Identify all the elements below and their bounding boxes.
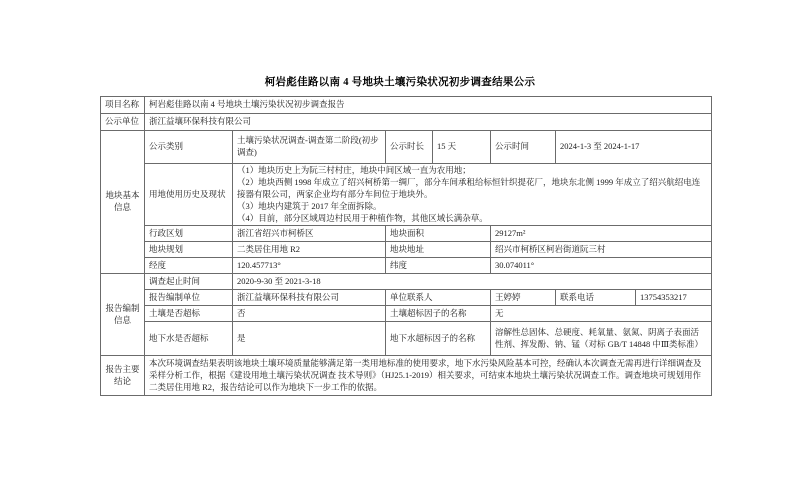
table-row-groundwater-exceed [101,322,712,356]
planning-label: 地块规划 [145,242,233,258]
table-row-soil-exceed [101,306,712,322]
phone-value: 13754353217 [636,290,712,306]
publicity-unit-value: 浙江益壤环保科技有限公司 [145,114,712,131]
table-row-land-history [101,164,712,226]
survey-info-table [100,96,712,396]
duration-label: 公示时长 [386,131,433,164]
admin-value: 浙江省绍兴市柯桥区 [233,226,386,242]
area-value: 29127m² [491,226,712,242]
publicity-unit-label: 公示单位 [101,114,145,131]
section-conclusion: 报告主要结论 [101,356,145,396]
table-row-project-name [101,97,712,114]
history-line-1: （1）地块历史上为阮三村村庄，地块中间区域一直为农用地； [237,165,471,175]
longitude-value: 120.457713° [233,258,386,274]
table-row-admin-area [101,226,712,242]
longitude-label: 经度 [145,258,233,274]
history-line-4: （4）目前，部分区域周边村民用于种植作物，其他区域长满杂草。 [237,212,488,223]
publicity-time-label: 公示时间 [491,131,556,164]
admin-label: 行政区划 [145,226,233,242]
section-report-info: 报告编制信息 [101,274,145,356]
publicity-type-label: 公示类别 [145,131,233,164]
survey-period-value: 2020-9-30 至 2021-3-18 [233,274,712,290]
publicity-time-value: 2024-1-3 至 2024-1-17 [556,131,712,164]
latitude-value: 30.074011° [491,258,712,274]
latitude-label: 纬度 [386,258,491,274]
conclusion-value: 本次环境调查结果表明该地块土壤环境质量能够满足第一类用地标准的使用要求，地下水污染风险基本可控，经确认本次调查无需再进行详细调查及采样分析工作，根据《建设用地土壤污染状况调查 技术导则》（HJ25.1-2019）相关要求，可结束本地块土壤污染状况调查工作。调查地块可规划用作二类居住用地 R2，报告结论可以作为地块下一步工作的依据。 [145,356,712,396]
table-row-report-unit [101,290,712,306]
soil-factor-label: 土壤超标因子的名称 [386,306,491,322]
contact-value: 王婷婷 [491,290,556,306]
page-title: 柯岩彪佳路以南 4 号地块土壤污染状况初步调查结果公示 [264,77,536,88]
duration-value: 15 天 [433,131,491,164]
address-value: 绍兴市柯桥区柯岩街道阮三村 [491,242,712,258]
survey-period-label: 调查起止时间 [145,274,233,290]
contact-label: 单位联系人 [386,290,491,306]
planning-value: 二类居住用地 R2 [233,242,386,258]
address-label: 地块地址 [386,242,491,258]
soil-exceed-label: 土壤是否超标 [145,306,233,322]
history-value [233,164,712,226]
project-name-label: 项目名称 [101,97,145,114]
soil-exceed-value: 否 [233,306,386,322]
project-name-value: 柯岩彪佳路以南 4 号地块土壤污染状况初步调查报告 [145,97,712,114]
table-row-planning-address [101,242,712,258]
table-row-publicity-type [101,131,712,164]
gw-exceed-value: 是 [233,322,386,356]
table-row-conclusion [101,356,712,396]
gw-exceed-label: 地下水是否超标 [145,322,233,356]
phone-label: 联系电话 [556,290,636,306]
table-row-coordinates [101,258,712,274]
publicity-type-value: 土壤污染状况调查-调查第二阶段(初步调查) [233,131,386,164]
report-unit-label: 报告编制单位 [145,290,233,306]
table-row-survey-period [101,274,712,290]
section-basic-info: 地块基本信息 [101,131,145,274]
area-label: 地块面积 [386,226,491,242]
table-row-publicity-unit [101,114,712,131]
gw-factor-label: 地下水超标因子的名称 [386,322,491,356]
gw-factor-value: 溶解性总固体、总硬度、耗氧量、氨氮、阴离子表面活性剂、挥发酚、钠、锰（对标 GB/T 14848 中Ⅲ类标准） [491,322,712,356]
history-line-3: （3）地块内建筑于 2017 年全面拆除。 [237,200,382,211]
report-unit-value: 浙江益壤环保科技有限公司 [233,290,386,306]
history-line-2: （2）地块西侧 1998 年成立了绍兴柯桥第一绸厂，部分车间承租给标恒针织提花厂，地块东北侧 1999 年成立了绍兴航绍电连接器有限公司，两家企业均有部分车间位于地块外。 [237,176,701,199]
history-label: 用地使用历史及现状 [145,164,233,226]
soil-factor-value: 无 [491,306,712,322]
